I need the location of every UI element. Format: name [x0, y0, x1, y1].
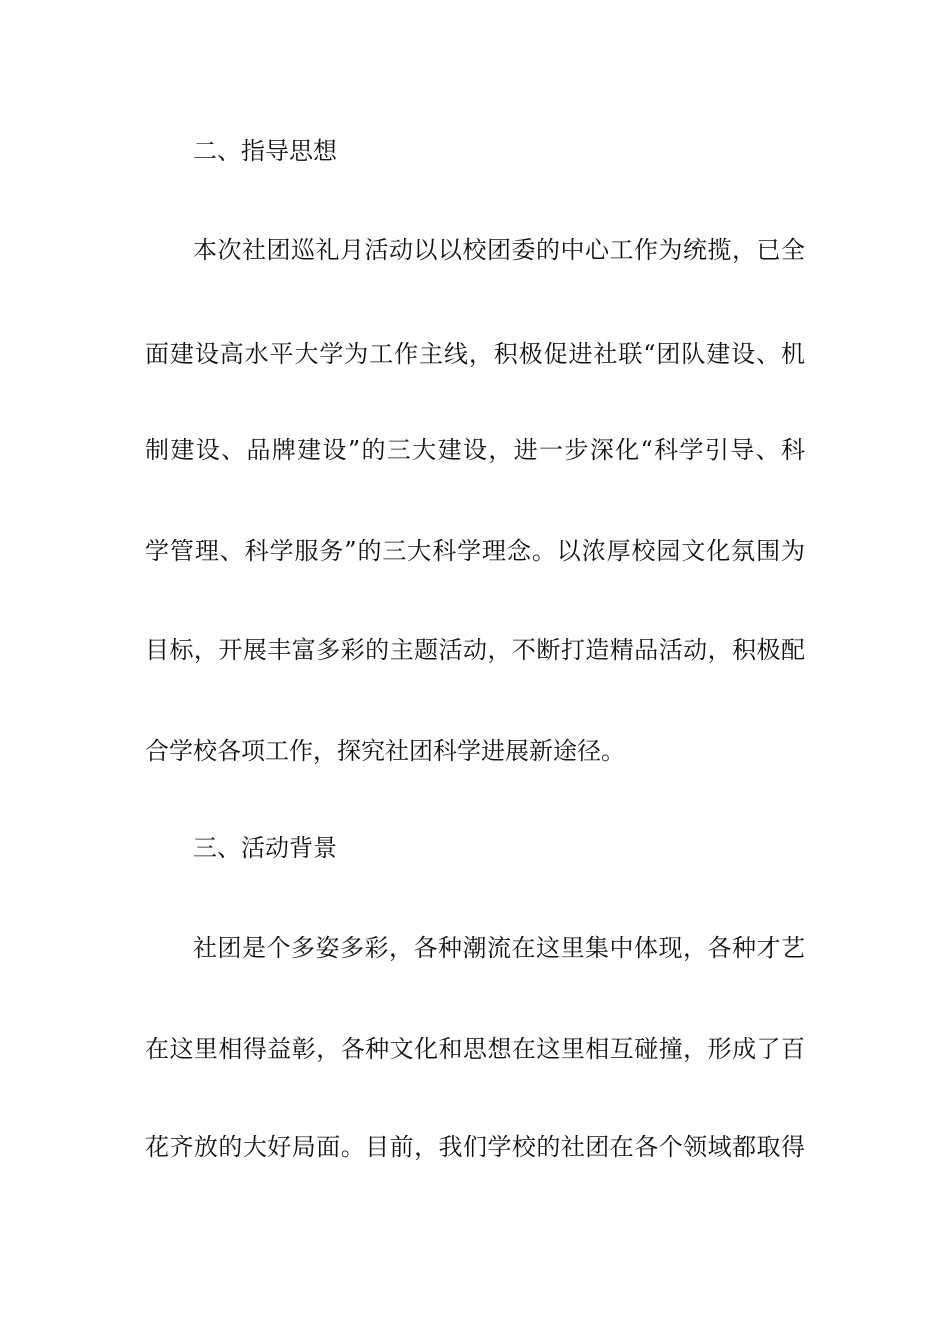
paragraph-line: 面建设高水平大学为工作主线，积极促进社联“团队建设、机	[145, 340, 805, 368]
section-heading-activity-background: 三、活动背景	[193, 834, 337, 862]
paragraph-line: 本次社团巡礼月活动以以校团委的中心工作为统揽，已全	[193, 236, 805, 264]
paragraph-line: 制建设、品牌建设”的三大建设，进一步深化“科学引导、科	[145, 436, 805, 464]
paragraph-line: 花齐放的大好局面。目前，我们学校的社团在各个领域都取得	[145, 1133, 805, 1161]
paragraph-line: 学管理、科学服务”的三大科学理念。以浓厚校园文化氛围为	[145, 537, 805, 565]
paragraph-line: 目标，开展丰富多彩的主题活动，不断打造精品活动，积极配	[145, 636, 805, 664]
paragraph-line: 社团是个多姿多彩，各种潮流在这里集中体现，各种才艺	[193, 934, 805, 962]
section-heading-guiding-ideology: 二、指导思想	[193, 137, 337, 165]
paragraph-line: 在这里相得益彰，各种文化和思想在这里相互碰撞，形成了百	[145, 1035, 805, 1063]
paragraph-line: 合学校各项工作，探究社团科学进展新途径。	[145, 737, 625, 765]
